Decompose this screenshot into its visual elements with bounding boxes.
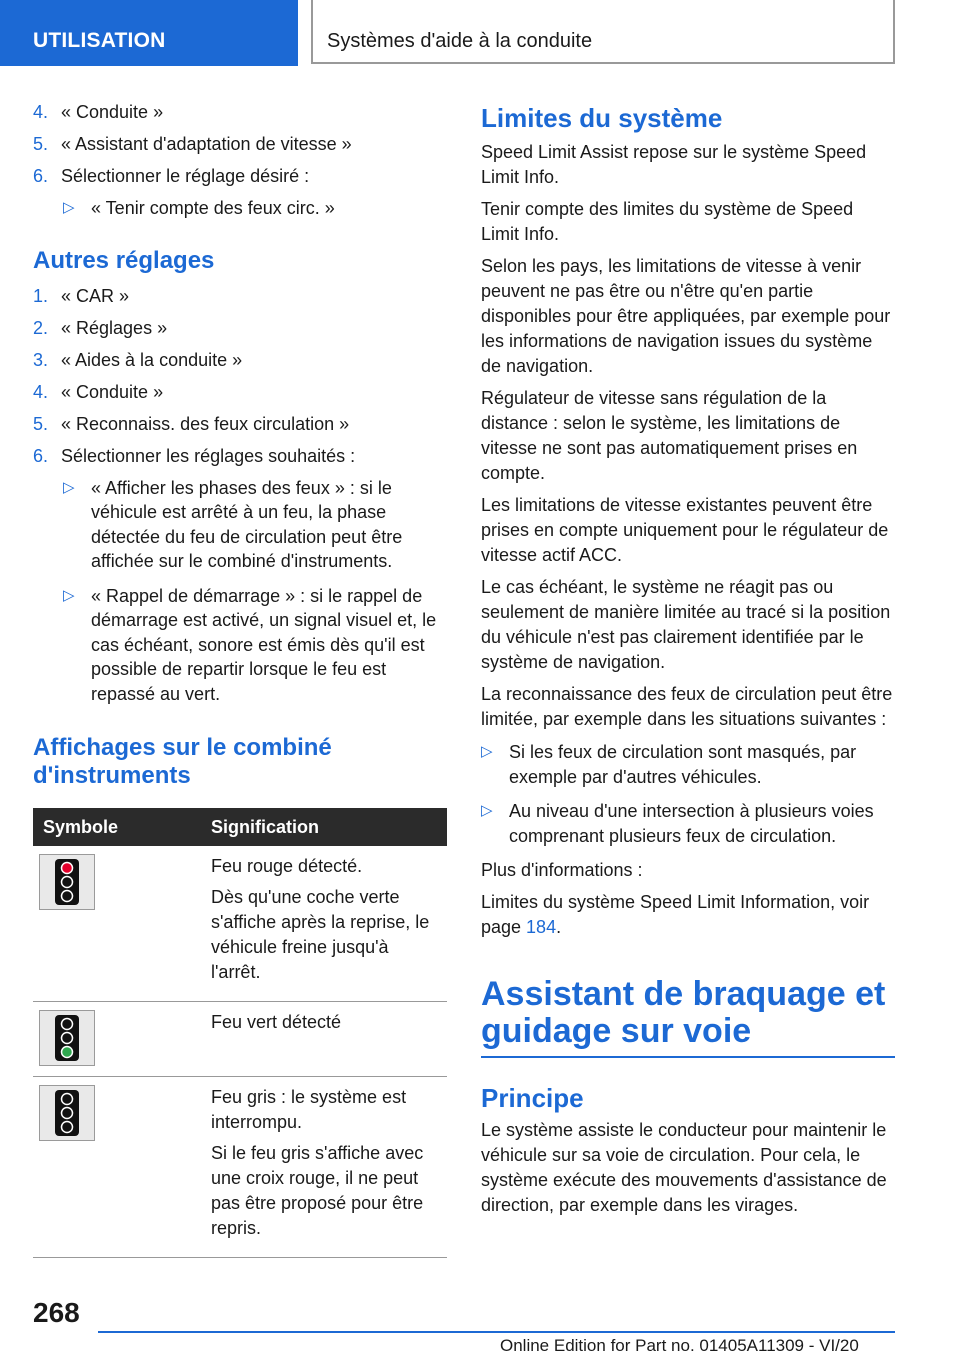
list-item: 1. « CAR » — [33, 285, 130, 306]
chapter-title: Systèmes d'aide à la conduite — [311, 0, 895, 64]
heading-limits: Limites du système — [481, 103, 723, 133]
right-column — [481, 104, 895, 1225]
list-item: 3. « Aides à la conduite » — [33, 349, 243, 370]
traffic-light-green-icon — [39, 1010, 95, 1066]
paragraph: Tenir compte des limites du système de Speed Limit Info. — [481, 199, 854, 244]
heading-rule — [481, 1056, 895, 1058]
symbol-table — [33, 808, 447, 1258]
paragraph: Le cas échéant, le système ne réagit pas ou seulement de manière limitée au tracé si la position du véhicule n'est pas clairement identifiée par le système de navigation. — [481, 577, 891, 672]
list-item: 6. Sélectionner le réglage désiré : — [33, 166, 310, 186]
steps-list-a — [33, 100, 447, 188]
sub-bullet: ▷ « Afficher les phases des feux » : si le véhicule est arrêté à un feu, la phase détectée du feu de circulation peut être affichée sur le combiné d'instruments. — [63, 477, 403, 571]
list-item: 5. « Assistant d'adaptation de vitesse » — [33, 134, 352, 154]
page-number: 268 — [33, 1297, 80, 1328]
table-row: Feu rouge détecté. Dès qu'une coche verte s'affiche après la reprise, le véhicule freine jusqu'à l'arrêt. — [33, 846, 447, 1002]
triangle-bullet-icon: ▷ — [63, 586, 75, 604]
heading-other-settings: Autres réglages — [33, 246, 215, 274]
col-header-meaning: Signification — [201, 808, 447, 846]
reference-paragraph: Limites du système Speed Limit Information, voir page 184. — [481, 892, 870, 937]
steps-list-b — [33, 284, 447, 468]
col-header-symbol: Symbole — [33, 808, 201, 846]
more-info-label: Plus d'informations : — [481, 860, 643, 880]
triangle-bullet-icon: ▷ — [63, 199, 75, 216]
paragraph: Selon les pays, les limitations de vitesse à venir peuvent ne pas être ou n'être qu'en partie disponibles pour être appliquées, par exemple pour les informations de navigation issues du système de navigation. — [481, 256, 891, 376]
footer-edition: Online Edition for Part no. 01405A11309 - VI/20 — [500, 1336, 859, 1355]
heading-display: Affichages sur le combiné d'instruments — [33, 734, 332, 789]
table-header-row — [33, 808, 447, 846]
paragraph: Régulateur de vitesse sans régulation de la distance : selon le système, les limitations de vitesse ne sont pas automatiquement prises en compte. — [481, 388, 858, 483]
paragraph: Les limitations de vitesse existantes peuvent être prises en compte uniquement pour le régulateur de vitesse actif ACC. — [481, 495, 889, 565]
triangle-bullet-icon: ▷ — [481, 743, 493, 760]
paragraph: Speed Limit Assist repose sur le système Speed Limit Info. — [481, 142, 867, 187]
page-header — [0, 0, 960, 66]
heading-steering-assistant: Assistant de braquage et guidage sur voie — [481, 975, 886, 1050]
heading-principle: Principe — [481, 1083, 584, 1113]
paragraph: Le système assiste le conducteur pour maintenir le véhicule sur sa voie de circulation. Pour cela, le système exécute des mouvements d'assistance de direction, par exemple dans les virages. — [481, 1120, 887, 1215]
sub-bullet: ▷ « Tenir compte des feux circ. » — [33, 196, 447, 221]
bullet-item: ▷ Au niveau d'une intersection à plusieurs voies comprenant plusieurs feux de circulation. — [481, 801, 874, 846]
traffic-light-red-icon — [39, 854, 95, 910]
list-item: 4. « Conduite » — [33, 381, 164, 402]
table-row: Feu gris : le système est interrompu. Si le feu gris s'affiche avec une croix rouge, il ne peut pas être proposé pour être repris. — [33, 1077, 447, 1258]
list-item: 2. « Réglages » — [33, 317, 168, 338]
paragraph: La reconnaissance des feux de circulation peut être limitée, par exemple dans les situations suivantes : — [481, 684, 893, 729]
triangle-bullet-icon: ▷ — [63, 478, 75, 496]
section-tab: UTILISATION — [0, 0, 298, 66]
table-row: Feu vert détecté — [33, 1002, 447, 1077]
sub-bullet: ▷ « Rappel de démarrage » : si le rappel de démarrage est activé, un signal visuel et, le cas échéant, sonore est émis dès qu'il est possible de repartir lorsque le feu est repassé au vert. — [63, 585, 437, 704]
list-item: 6. Sélectionner les réglages souhaités : — [33, 445, 356, 466]
list-item: 5. « Reconnaiss. des feux circulation » — [33, 413, 350, 434]
triangle-bullet-icon: ▷ — [481, 802, 493, 819]
bullet-item: ▷ Si les feux de circulation sont masqués, par exemple par d'autres véhicules. — [481, 742, 857, 787]
page-link[interactable]: 184 — [526, 917, 557, 937]
list-item: 4. « Conduite » — [33, 102, 164, 122]
footer-rule — [98, 1331, 895, 1333]
traffic-light-gray-icon — [39, 1085, 95, 1141]
left-column — [33, 100, 447, 1258]
